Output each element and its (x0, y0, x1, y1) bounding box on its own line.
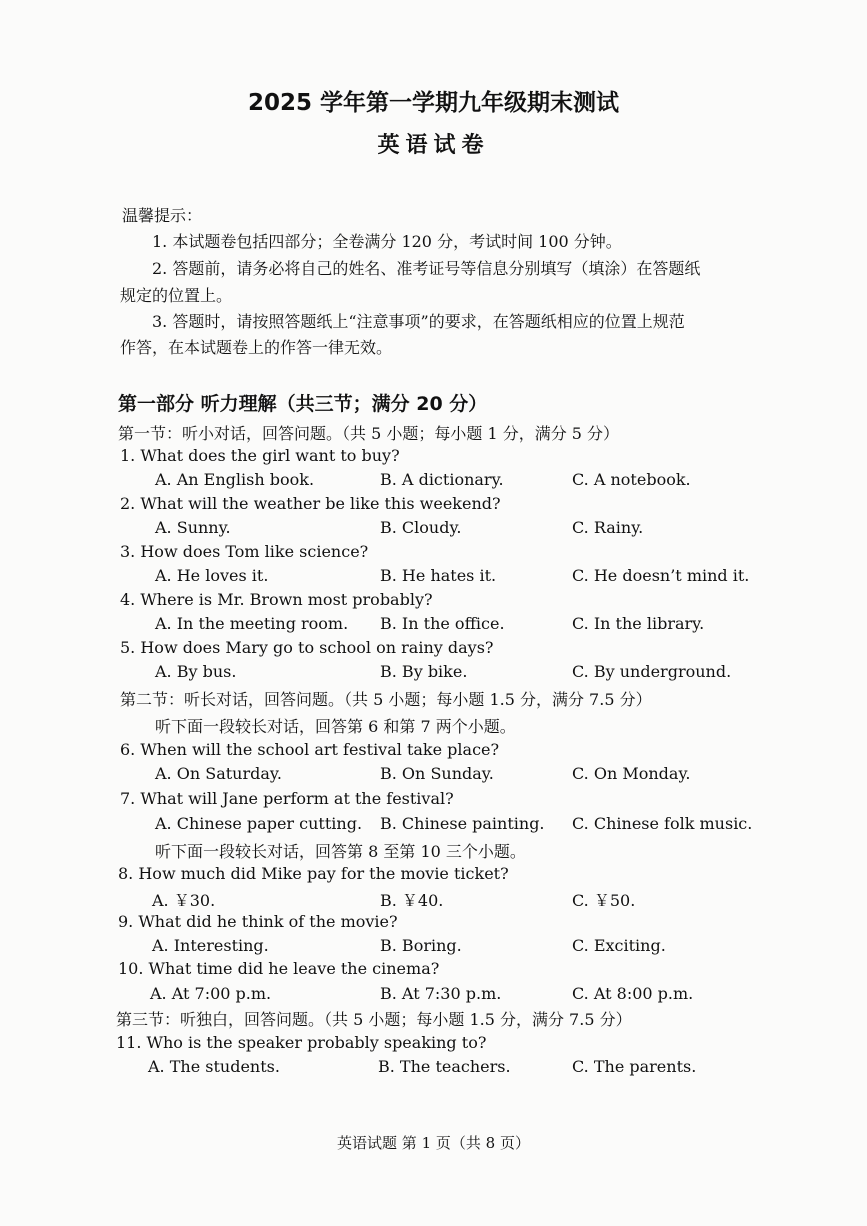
section2-note-2: 听下面一段较长对话，回答第 8 至第 10 三个小题。 (155, 842, 526, 861)
note-3b: 作答，在本试题卷上的作答一律无效。 (120, 338, 393, 357)
question-7: 7. What will Jane perform at the festival? (120, 789, 454, 808)
exam-title: 2025 学年第一学期九年级期末测试 (247, 90, 620, 116)
option-6a: A. On Saturday. (155, 764, 282, 783)
option-6c: C. On Monday. (572, 764, 691, 783)
notes-heading: 温馨提示： (122, 206, 203, 225)
option-6b: B. On Sunday. (380, 764, 494, 783)
option-1c: C. A notebook. (572, 470, 691, 489)
note-1: 1. 本试题卷包括四部分；全卷满分 120 分，考试时间 100 分钟。 (152, 232, 622, 251)
option-3c: C. He doesn’t mind it. (572, 566, 750, 585)
option-7b: B. Chinese painting. (380, 814, 545, 833)
option-9a: A. Interesting. (152, 936, 269, 955)
question-4: 4. Where is Mr. Brown most probably? (120, 590, 433, 609)
option-4c: C. In the library. (572, 614, 705, 633)
option-4a: A. In the meeting room. (155, 614, 349, 633)
question-2: 2. What will the weather be like this weekend? (120, 494, 501, 513)
option-9b: B. Boring. (380, 936, 462, 955)
question-10: 10. What time did he leave the cinema? (118, 959, 440, 978)
question-3: 3. How does Tom like science? (120, 542, 369, 561)
option-7c: C. Chinese folk music. (572, 814, 753, 833)
option-2b: B. Cloudy. (380, 518, 462, 537)
option-8a: A. ￥30. (152, 891, 216, 910)
section3-heading: 第三节：听独白，回答问题。（共 5 小题；每小题 1.5 分，满分 7.5 分） (116, 1010, 632, 1029)
option-9c: C. Exciting. (572, 936, 666, 955)
option-10c: C. At 8:00 p.m. (572, 984, 694, 1003)
question-5: 5. How does Mary go to school on rainy days? (120, 638, 494, 657)
exam-subtitle: 英语试卷 (377, 133, 490, 158)
question-6: 6. When will the school art festival take place? (120, 740, 500, 759)
option-10b: B. At 7:30 p.m. (380, 984, 502, 1003)
option-11a: A. The students. (148, 1057, 280, 1076)
option-7a: A. Chinese paper cutting. (155, 814, 363, 833)
note-2a: 2. 答题前，请务必将自己的姓名、准考证号等信息分别填写（填涂）在答题纸 (152, 259, 701, 278)
note-3a: 3. 答题时，请按照答题纸上“注意事项”的要求，在答题纸相应的位置上规范 (152, 312, 685, 331)
option-2c: C. Rainy. (572, 518, 644, 537)
question-8: 8. How much did Mike pay for the movie ticket? (118, 864, 509, 883)
question-11: 11. Who is the speaker probably speaking to? (116, 1033, 487, 1052)
option-1b: B. A dictionary. (380, 470, 504, 489)
option-3b: B. He hates it. (380, 566, 497, 585)
option-11b: B. The teachers. (378, 1057, 511, 1076)
question-9: 9. What did he think of the movie? (118, 912, 398, 931)
option-10a: A. At 7:00 p.m. (150, 984, 272, 1003)
page-footer: 英语试题 第 1 页（共 8 页） (337, 1134, 530, 1152)
section2-note-1: 听下面一段较长对话，回答第 6 和第 7 两个小题。 (155, 717, 516, 736)
option-2a: A. Sunny. (155, 518, 231, 537)
section2-heading: 第二节：听长对话，回答问题。（共 5 小题；每小题 1.5 分，满分 7.5 分） (120, 690, 652, 709)
option-5a: A. By bus. (155, 662, 237, 681)
option-11c: C. The parents. (572, 1057, 697, 1076)
section1-heading: 第一节：听小对话，回答问题。（共 5 小题；每小题 1 分，满分 5 分） (118, 424, 620, 443)
option-8b: B. ￥40. (380, 891, 444, 910)
option-5b: B. By bike. (380, 662, 468, 681)
option-1a: A. An English book. (155, 470, 315, 489)
option-4b: B. In the office. (380, 614, 505, 633)
note-2b: 规定的位置上。 (120, 286, 233, 305)
option-8c: C. ￥50. (572, 891, 636, 910)
option-3a: A. He loves it. (155, 566, 269, 585)
question-1: 1. What does the girl want to buy? (120, 446, 400, 465)
option-5c: C. By underground. (572, 662, 732, 681)
part1-heading: 第一部分 听力理解（共三节；满分 20 分） (118, 393, 488, 415)
